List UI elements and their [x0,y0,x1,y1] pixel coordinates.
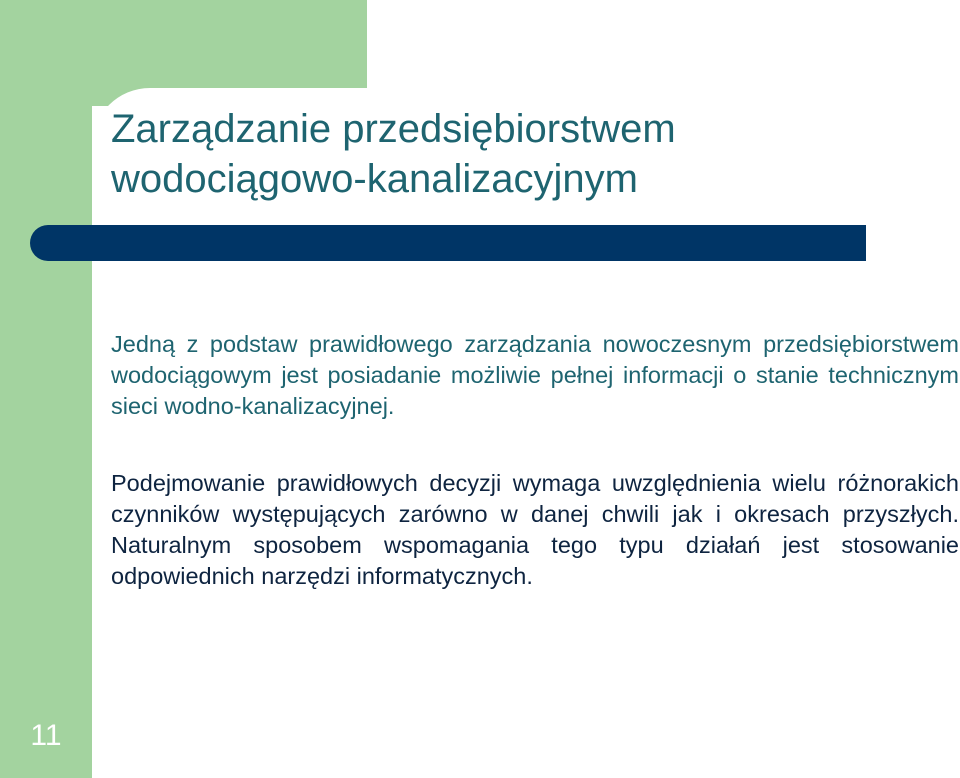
slide-title-line-2: wodociągowo-kanalizacyjnym [111,157,638,201]
title-underline-bar [30,225,866,261]
slide-title-line-1: Zarządzanie przedsiębiorstwem [111,107,676,151]
slide-number: 11 [30,719,62,752]
slide-title [111,104,676,204]
left-green-strip [0,0,92,778]
paragraph-1: Jedną z podstaw prawidłowego zarządzania nowoczesnym przedsiębiorstwem wodociągowym jest posiadanie możliwie pełnej informacji o stanie technicznym sieci wodno-kanalizacyjnej. [111,331,959,419]
paragraph-2: Podejmowanie prawidłowych decyzji wymaga uwzględnienia wielu różnorakich czynników występujących zarówno w danej chwili jak i okresach przyszłych. Naturalnym sposobem wspomagania tego typu działań jest stosowanie odpowiednich narzędzi informatycznych. [111,470,959,589]
